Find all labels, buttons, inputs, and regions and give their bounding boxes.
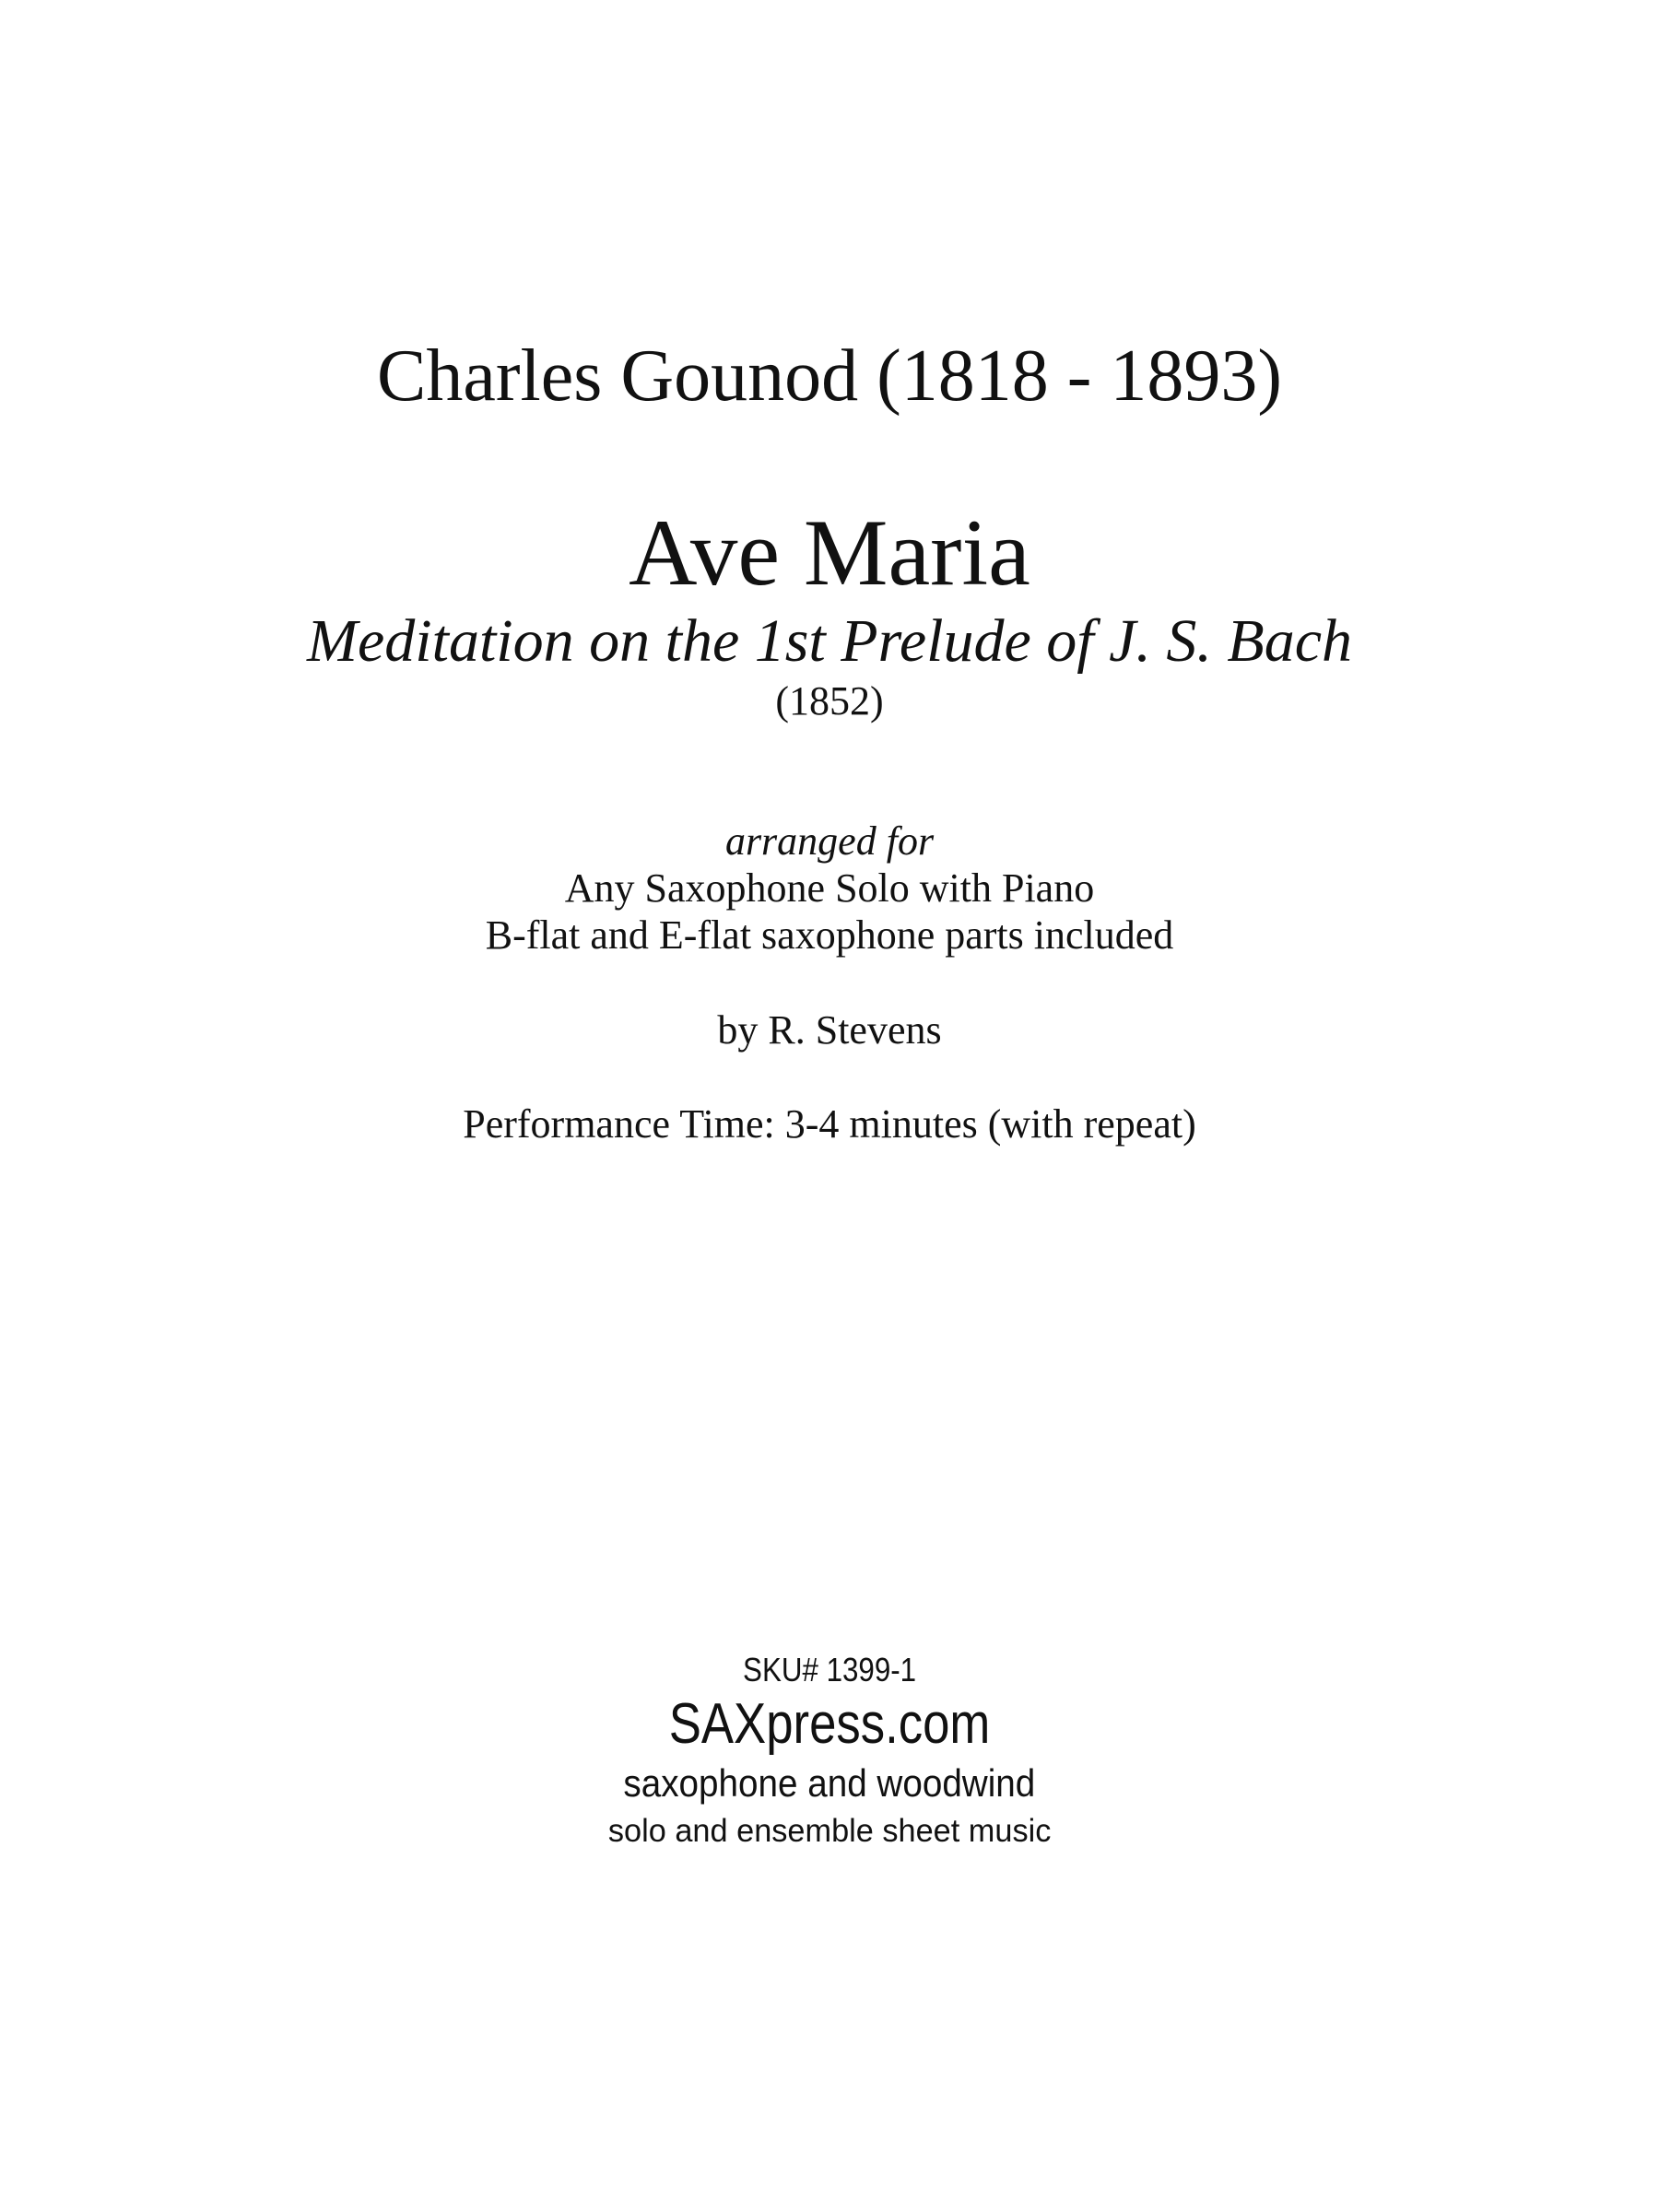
piece-title: Ave Maria (629, 500, 1030, 606)
sku-number: SKU# 1399-1 (742, 1651, 917, 1688)
composer-heading: Charles Gounod (1818 - 1893) (376, 335, 1283, 417)
publisher-tagline-2: solo and ensemble sheet music (607, 1813, 1052, 1849)
publisher-tagline-2-line (0, 1815, 1659, 1847)
publisher-site-line (0, 1692, 1659, 1756)
composition-year: (1852) (775, 678, 884, 724)
publisher-tagline-1: saxophone and woodwind (623, 1761, 1036, 1805)
publisher-tagline-1-line (0, 1761, 1659, 1805)
instrumentation-line: Any Saxophone Solo with Piano (564, 865, 1095, 911)
piece-subtitle: Meditation on the 1st Prelude of J. S. Bach (307, 607, 1352, 675)
parts-note: B-flat and E-flat saxophone parts included (485, 912, 1174, 958)
performance-time: Performance Time: 3-4 minutes (with repeat) (463, 1101, 1196, 1147)
sku-line (0, 1653, 1659, 1687)
publisher-site: SAXpress.com (668, 1692, 991, 1756)
arranger-credit: by R. Stevens (717, 1007, 942, 1053)
arranged-for-label: arranged for (724, 818, 935, 864)
